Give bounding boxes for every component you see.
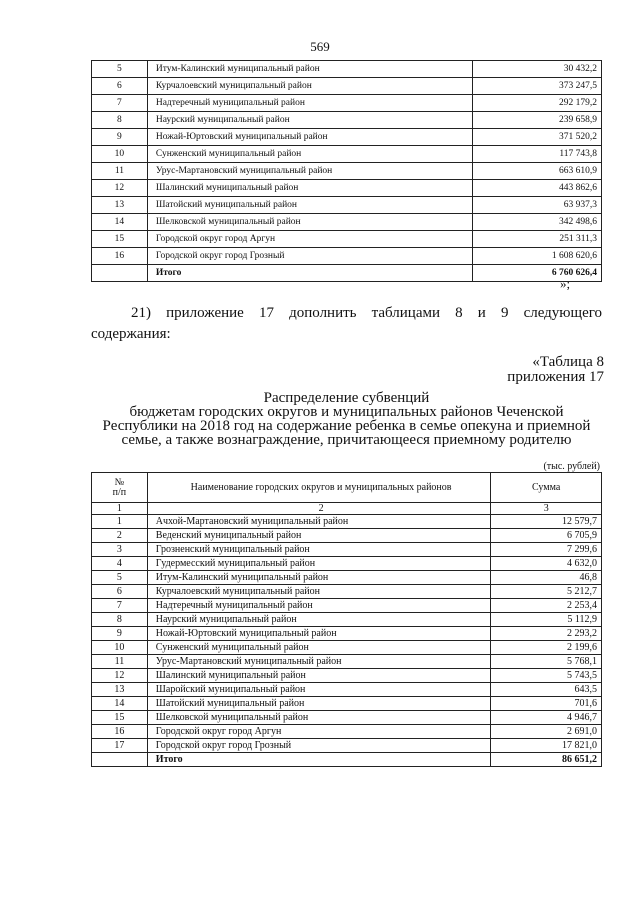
table-body [92, 61, 602, 282]
table-row [92, 529, 602, 543]
table-row [92, 711, 602, 725]
table-row [92, 557, 602, 571]
row-number: 9 [92, 627, 148, 641]
district-name: Итум-Калинский муниципальный район [147, 61, 472, 78]
amount: 6 705,9 [491, 529, 602, 543]
table-row [92, 683, 602, 697]
amount: 5 212,7 [491, 585, 602, 599]
row-number: 7 [92, 95, 148, 112]
amount: 701,6 [491, 697, 602, 711]
amount: 5 112,9 [491, 613, 602, 627]
row-number: 13 [92, 197, 148, 214]
row-number: 15 [92, 231, 148, 248]
district-name: Урус-Мартановский муниципальный район [147, 655, 491, 669]
district-name: Сунженский муниципальный район [147, 146, 472, 163]
table-row [92, 725, 602, 739]
caption-line: «Таблица 8 [532, 354, 604, 370]
row-number: 12 [92, 180, 148, 197]
index-cell: 1 [92, 503, 148, 515]
amount: 2 253,4 [491, 599, 602, 613]
amount: 117 743,8 [473, 146, 602, 163]
row-number: 6 [92, 585, 148, 599]
district-name: Шалинский муниципальный район [147, 180, 472, 197]
district-name: Наурский муниципальный район [147, 112, 472, 129]
district-name: Городской округ город Аргун [147, 231, 472, 248]
title-line: Республики на 2018 год на содержание ребенка в семье опекуна и приемной [102, 418, 591, 434]
row-number: 4 [92, 557, 148, 571]
header-cell-number [92, 473, 148, 503]
title-line: бюджетам городских округов и муниципальных районов Чеченской [129, 404, 564, 420]
table-row [92, 112, 602, 129]
empty-cell [92, 265, 148, 282]
amount: 292 179,2 [473, 95, 602, 112]
district-name: Гудермесский муниципальный район [147, 557, 491, 571]
amount: 443 862,6 [473, 180, 602, 197]
paragraph-line: содержания: [91, 326, 171, 342]
amount: 2 691,0 [491, 725, 602, 739]
amount: 342 498,6 [473, 214, 602, 231]
table-row [92, 78, 602, 95]
table-row [92, 129, 602, 146]
row-number: 14 [92, 214, 148, 231]
row-number: 3 [92, 543, 148, 557]
table-row [92, 585, 602, 599]
district-name: Шалинский муниципальный район [147, 669, 491, 683]
amount: 239 658,9 [473, 112, 602, 129]
table-row [92, 515, 602, 529]
row-number: 5 [92, 61, 148, 78]
title-line: Распределение субвенций [263, 390, 430, 406]
district-name: Шатойский муниципальный район [147, 197, 472, 214]
amount: 643,5 [491, 683, 602, 697]
district-name: Шатойский муниципальный район [147, 697, 491, 711]
district-name: Урус-Мартановский муниципальный район [147, 163, 472, 180]
amount: 30 432,2 [473, 61, 602, 78]
index-cell: 3 [491, 503, 602, 515]
district-name: Сунженский муниципальный район [147, 641, 491, 655]
amount: 373 247,5 [473, 78, 602, 95]
caption-line: приложения 17 [507, 369, 604, 385]
table-row [92, 231, 602, 248]
row-number: 12 [92, 669, 148, 683]
table-row [92, 214, 602, 231]
amount: 12 579,7 [491, 515, 602, 529]
amount: 251 311,3 [473, 231, 602, 248]
amount: 46,8 [491, 571, 602, 585]
total-row [92, 753, 602, 767]
district-name: Итум-Калинский муниципальный район [147, 571, 491, 585]
table-row [92, 248, 602, 265]
total-amount: 6 760 626,4 [473, 265, 602, 282]
table-row [92, 641, 602, 655]
row-number: 17 [92, 739, 148, 753]
header-text: п/п [112, 486, 127, 498]
closing-quote: »; [560, 276, 571, 291]
district-name: Наурский муниципальный район [147, 613, 491, 627]
amount: 1 608 620,6 [473, 248, 602, 265]
column-index-row [92, 503, 602, 515]
empty-cell [92, 753, 148, 767]
row-number: 2 [92, 529, 148, 543]
row-number: 11 [92, 655, 148, 669]
row-number: 1 [92, 515, 148, 529]
table-row [92, 669, 602, 683]
page-number: 569 [310, 39, 330, 54]
table-row [92, 627, 602, 641]
amendment-paragraph [91, 303, 602, 345]
district-name: Надтеречный муниципальный район [147, 599, 491, 613]
district-name: Шелковской муниципальный район [147, 711, 491, 725]
row-number: 8 [92, 613, 148, 627]
header-cell-name: Наименование городских округов и муниципальных районов [147, 473, 491, 503]
table-header-row [92, 473, 602, 503]
paragraph-line: 21) приложение 17 дополнить таблицами 8 и 9 следующего [131, 305, 602, 321]
table-title [91, 391, 602, 447]
amount: 4 632,0 [491, 557, 602, 571]
row-number: 16 [92, 725, 148, 739]
table-row [92, 95, 602, 112]
table-caption [507, 355, 604, 385]
row-number: 10 [92, 641, 148, 655]
amount: 7 299,6 [491, 543, 602, 557]
units-label: (тыс. рублей) [543, 461, 600, 472]
row-number: 9 [92, 129, 148, 146]
amount: 371 520,2 [473, 129, 602, 146]
district-name: Курчалоевский муниципальный район [147, 585, 491, 599]
row-number: 14 [92, 697, 148, 711]
amount: 2 293,2 [491, 627, 602, 641]
amount: 17 821,0 [491, 739, 602, 753]
row-number: 15 [92, 711, 148, 725]
row-number: 10 [92, 146, 148, 163]
district-name: Ачхой-Мартановский муниципальный район [147, 515, 491, 529]
header-text: № [114, 476, 125, 488]
total-label: Итого [147, 753, 491, 767]
district-name: Грозненский муниципальный район [147, 543, 491, 557]
row-number: 6 [92, 78, 148, 95]
index-cell: 2 [147, 503, 491, 515]
table-body [92, 473, 602, 767]
table-row [92, 655, 602, 669]
district-name: Городской округ город Аргун [147, 725, 491, 739]
district-name: Курчалоевский муниципальный район [147, 78, 472, 95]
table-row [92, 163, 602, 180]
total-amount: 86 651,2 [491, 753, 602, 767]
allocation-table-continued [91, 60, 602, 282]
amount: 4 946,7 [491, 711, 602, 725]
row-number: 11 [92, 163, 148, 180]
table-row [92, 599, 602, 613]
district-name: Городской округ город Грозный [147, 248, 472, 265]
table-row [92, 180, 602, 197]
total-row [92, 265, 602, 282]
table-row [92, 61, 602, 78]
subvention-table [91, 472, 602, 767]
amount: 5 743,5 [491, 669, 602, 683]
district-name: Ножай-Юртовский муниципальный район [147, 129, 472, 146]
amount: 663 610,9 [473, 163, 602, 180]
row-number: 7 [92, 599, 148, 613]
district-name: Надтеречный муниципальный район [147, 95, 472, 112]
total-label: Итого [147, 265, 472, 282]
amount: 63 937,3 [473, 197, 602, 214]
table-row [92, 739, 602, 753]
header-cell-sum: Сумма [491, 473, 602, 503]
table-row [92, 697, 602, 711]
district-name: Шелковской муниципальный район [147, 214, 472, 231]
table-row [92, 197, 602, 214]
district-name: Шаройский муниципальный район [147, 683, 491, 697]
district-name: Городской округ город Грозный [147, 739, 491, 753]
row-number: 8 [92, 112, 148, 129]
amount: 2 199,6 [491, 641, 602, 655]
row-number: 16 [92, 248, 148, 265]
table-row [92, 613, 602, 627]
table-row [92, 543, 602, 557]
row-number: 13 [92, 683, 148, 697]
row-number: 5 [92, 571, 148, 585]
table-row [92, 146, 602, 163]
table-row [92, 571, 602, 585]
title-line: семье, а также вознаграждение, причитающееся приемному родителю [121, 432, 572, 448]
amount: 5 768,1 [491, 655, 602, 669]
district-name: Ножай-Юртовский муниципальный район [147, 627, 491, 641]
district-name: Веденский муниципальный район [147, 529, 491, 543]
